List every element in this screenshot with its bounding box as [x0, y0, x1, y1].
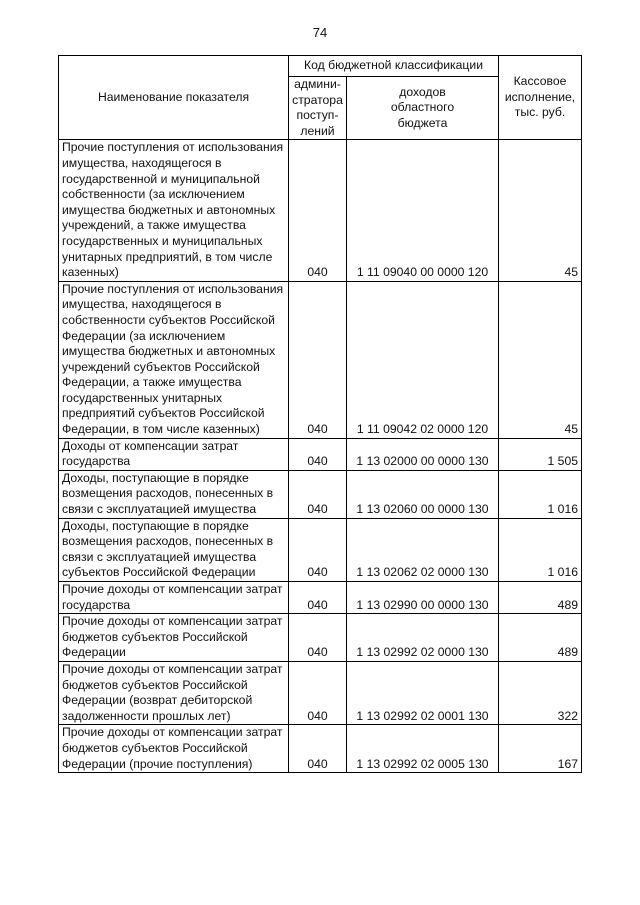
table-row — [59, 140, 582, 281]
row-cash-execution: 489 — [499, 614, 582, 662]
row-administrator-code: 040 — [289, 661, 347, 724]
header-indicator-name: Наименование показателя — [59, 56, 289, 140]
table-row — [59, 518, 582, 581]
row-cash-execution: 1 016 — [499, 518, 582, 581]
table-row — [59, 281, 582, 438]
header-cash-execution — [499, 56, 582, 140]
table-row — [59, 438, 582, 470]
row-indicator-name: Прочие доходы от компенсации затрат бюджетов субъектов Российской Федерации (возврат дебиторской задолженности прошлых лет) — [59, 661, 289, 724]
row-income-code: 1 13 02000 00 0000 130 — [347, 438, 499, 470]
header-cash-execution-label: Кассовое исполнение, тыс. руб. — [504, 74, 576, 120]
row-income-code: 1 11 09040 00 0000 120 — [347, 140, 499, 281]
table-row — [59, 725, 582, 773]
row-cash-execution: 45 — [499, 281, 582, 438]
row-income-code: 1 13 02060 00 0000 130 — [347, 470, 499, 518]
header-income-code — [347, 77, 499, 140]
row-cash-execution: 1 505 — [499, 438, 582, 470]
row-administrator-code: 040 — [289, 140, 347, 281]
table-row — [59, 582, 582, 614]
budget-table — [58, 55, 582, 773]
row-cash-execution: 1 016 — [499, 470, 582, 518]
page-number: 74 — [312, 25, 328, 40]
row-administrator-code: 040 — [289, 725, 347, 773]
row-indicator-name: Прочие доходы от компенсации затрат бюджетов субъектов Российской Федерации (прочие поступления) — [59, 725, 289, 773]
row-income-code: 1 13 02992 02 0005 130 — [347, 725, 499, 773]
table-row — [59, 470, 582, 518]
row-cash-execution: 489 — [499, 582, 582, 614]
row-indicator-name: Прочие доходы от компенсации затрат бюджетов субъектов Российской Федерации — [59, 614, 289, 662]
row-income-code: 1 11 09042 02 0000 120 — [347, 281, 499, 438]
row-administrator-code: 040 — [289, 470, 347, 518]
row-indicator-name: Прочие поступления от использования имущества, находящегося в собственности субъектов Российской Федерации (за исключением имущества бюджетных и автономных учреждений субъектов Российской Федерации, а также имущества государственных унитарных предприятий субъектов Российской Федерации, в том числе казенных) — [59, 281, 289, 438]
table-row — [59, 661, 582, 724]
row-income-code: 1 13 02992 02 0001 130 — [347, 661, 499, 724]
row-indicator-name: Прочие поступления от использования имущества, находящегося в государственной и муниципальной собственности (за исключением имущества бюджетных и автономных учреждений, а также имущества государственных и муниципальных унитарных предприятий, в том числе казенных) — [59, 140, 289, 281]
row-income-code: 1 13 02992 02 0000 130 — [347, 614, 499, 662]
row-administrator-code: 040 — [289, 614, 347, 662]
row-administrator-code: 040 — [289, 518, 347, 581]
row-indicator-name: Доходы, поступающие в порядке возмещения расходов, понесенных в связи с эксплуатацией имущества — [59, 470, 289, 518]
row-income-code: 1 13 02062 02 0000 130 — [347, 518, 499, 581]
table-row — [59, 614, 582, 662]
row-indicator-name: Доходы от компенсации затрат государства — [59, 438, 289, 470]
row-cash-execution: 45 — [499, 140, 582, 281]
row-indicator-name: Прочие доходы от компенсации затрат государства — [59, 582, 289, 614]
row-income-code: 1 13 02990 00 0000 130 — [347, 582, 499, 614]
header-income-label: доходов областного бюджета — [390, 84, 455, 130]
row-administrator-code: 040 — [289, 281, 347, 438]
row-administrator-code: 040 — [289, 582, 347, 614]
row-administrator-code: 040 — [289, 438, 347, 470]
header-administrator-label: админи- стратора поступ- лений — [292, 77, 343, 138]
row-cash-execution: 167 — [499, 725, 582, 773]
header-budget-classification-code: Код бюджетной классификации — [289, 56, 499, 77]
row-indicator-name: Доходы, поступающие в порядке возмещения расходов, понесенных в связи с эксплуатацией имущества субъектов Российской Федерации — [59, 518, 289, 581]
row-cash-execution: 322 — [499, 661, 582, 724]
header-administrator-code — [289, 77, 347, 140]
